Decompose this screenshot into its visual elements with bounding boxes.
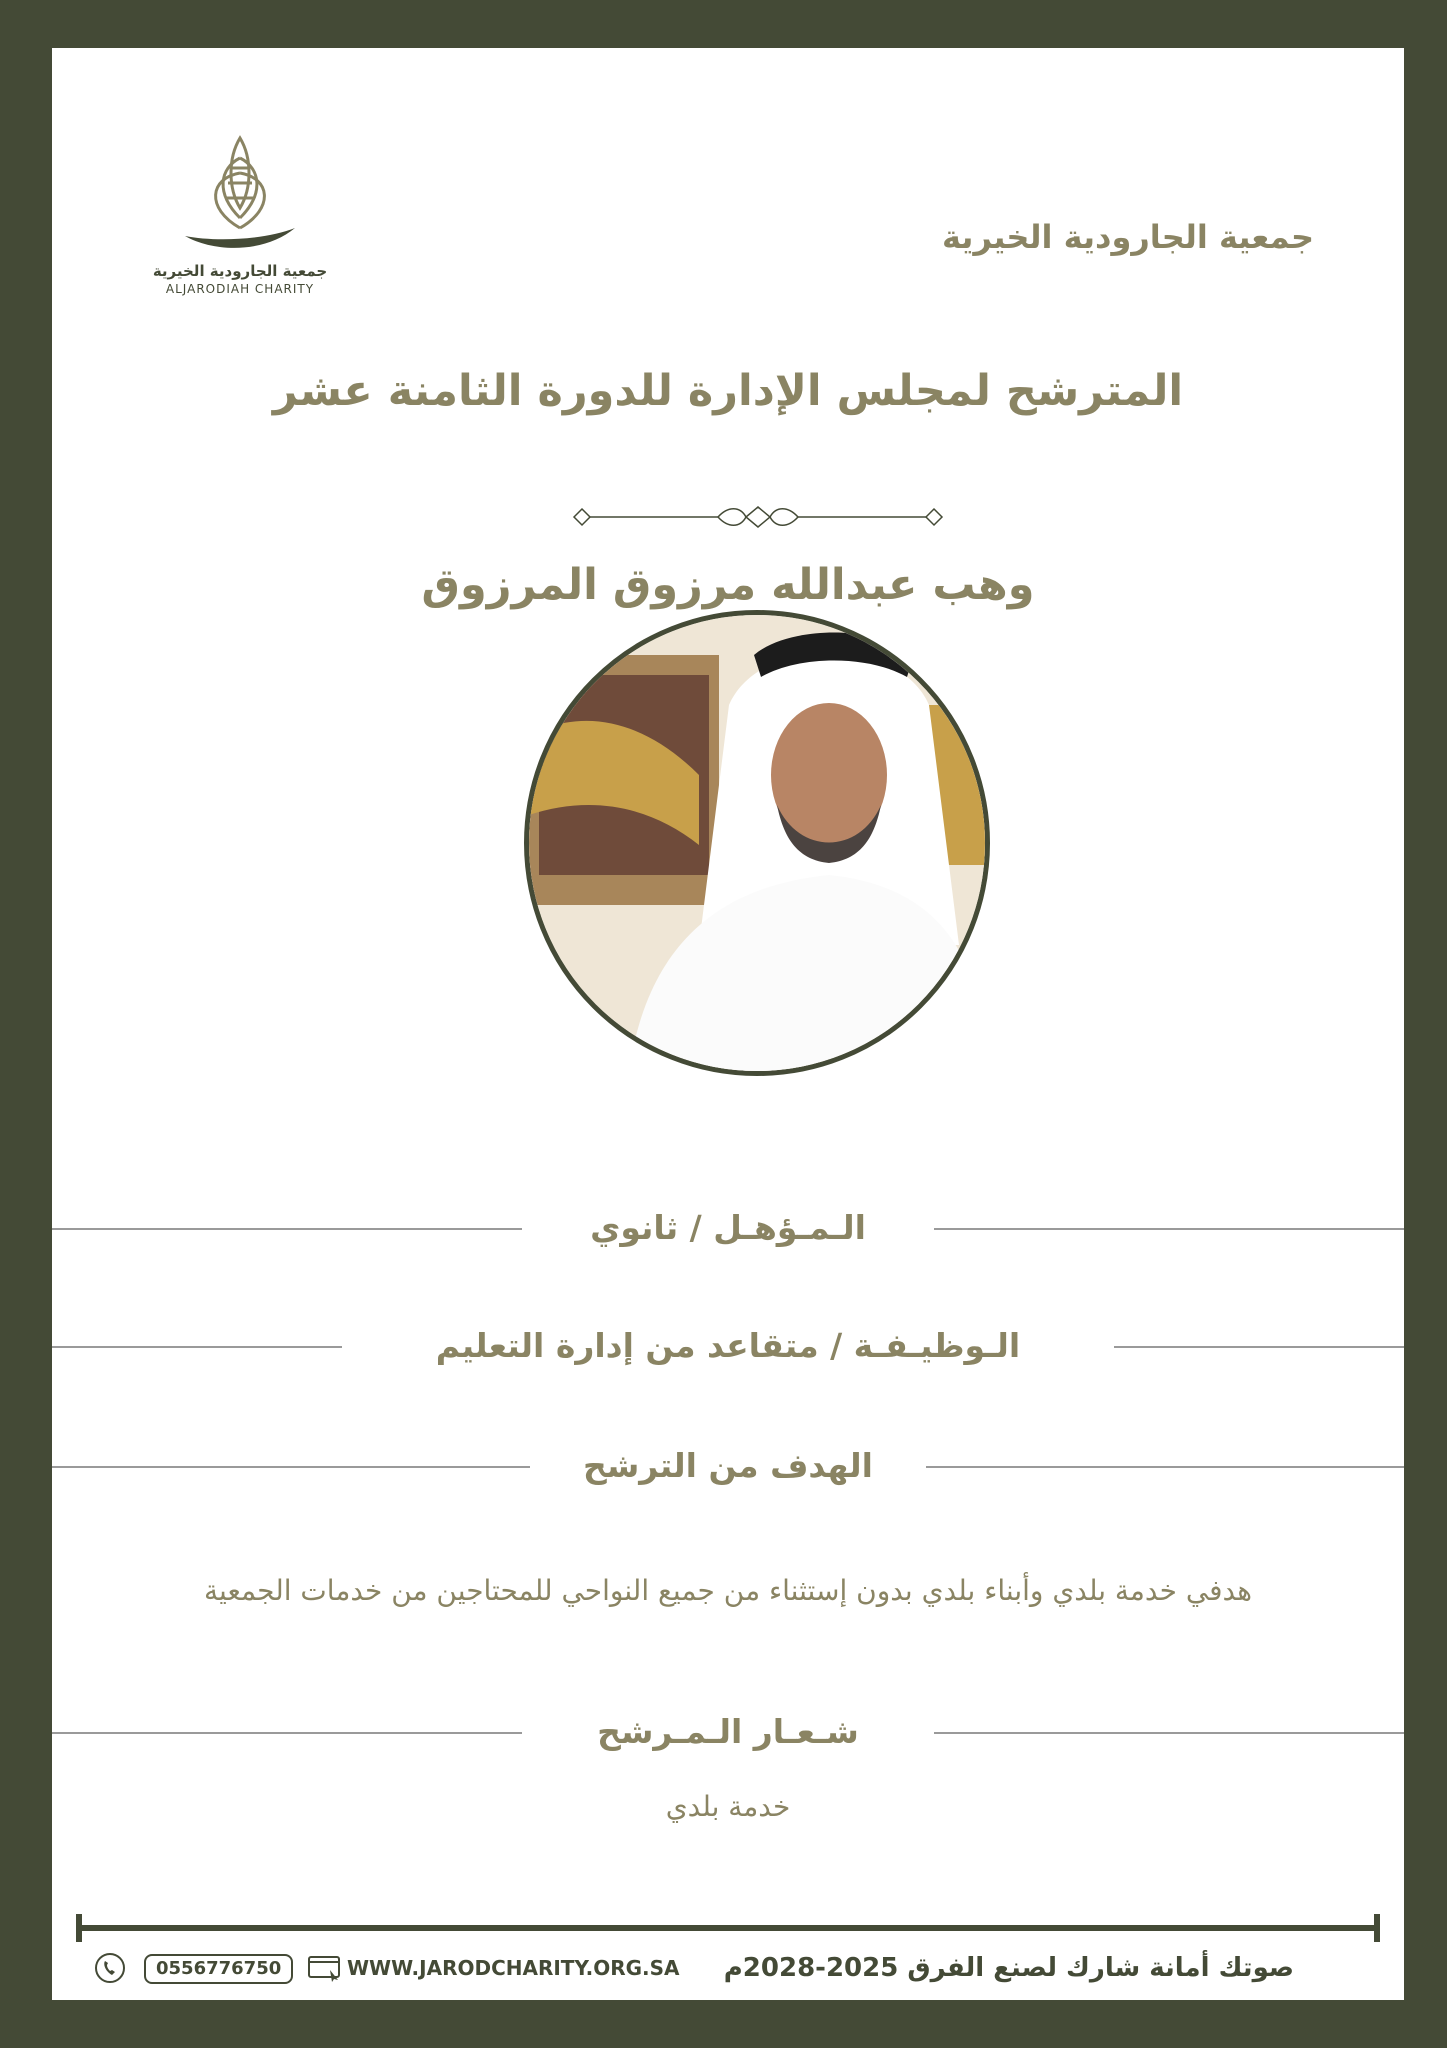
- website-link[interactable]: WWW.JARODCHARITY.ORG.SA: [347, 1956, 680, 1980]
- footer: [92, 1948, 1364, 1988]
- charity-logo: [150, 128, 330, 298]
- goal-heading: الهدف من الترشح: [583, 1446, 873, 1485]
- wheat-emblem-icon: [170, 128, 310, 258]
- job-label: الـوظيـفـة / متقاعد من إدارة التعليم: [435, 1326, 1021, 1365]
- phone-icon: [94, 1952, 126, 1984]
- divider-ornament-icon: [568, 500, 948, 534]
- organization-name: جمعية الجارودية الخيرية: [942, 218, 1314, 256]
- footer-motto: صوتك أمانة شارك لصنع الفرق 2025-2028م: [723, 1953, 1294, 1983]
- qualification-row: [52, 1200, 1404, 1256]
- qualification-label: الـمـؤهـل / ثانوي: [590, 1208, 866, 1247]
- job-row: [52, 1318, 1404, 1374]
- goal-heading-row: [52, 1438, 1404, 1494]
- candidate-photo: [524, 610, 990, 1076]
- logo-name-ar: جمعية الجارودية الخيرية: [152, 262, 328, 280]
- footer-bar-cap-right: [1374, 1914, 1380, 1942]
- poster-sheet: [52, 48, 1404, 2000]
- candidate-portrait: [529, 615, 985, 1071]
- www-icon: [308, 1956, 342, 1982]
- phone-number[interactable]: 0556776750: [144, 1954, 293, 1984]
- logo-name-en: ALJARODIAH CHARITY: [165, 282, 315, 296]
- goal-text: هدفي خدمة بلدي وأبناء بلدي بدون إستثناء من جميع النواحي للمحتاجين من خدمات الجمعية: [203, 1574, 1253, 1607]
- footer-bar-cap-left: [76, 1914, 82, 1942]
- slogan-text: خدمة بلدي: [665, 1790, 791, 1823]
- page-title: المترشح لمجلس الإدارة للدورة الثامنة عشر: [272, 366, 1184, 416]
- footer-bar: [78, 1925, 1378, 1931]
- slogan-heading: شـعـار الـمـرشح: [597, 1712, 859, 1751]
- candidate-name: وهب عبدالله مرزوق المرزوق: [421, 560, 1035, 610]
- slogan-heading-row: [52, 1704, 1404, 1760]
